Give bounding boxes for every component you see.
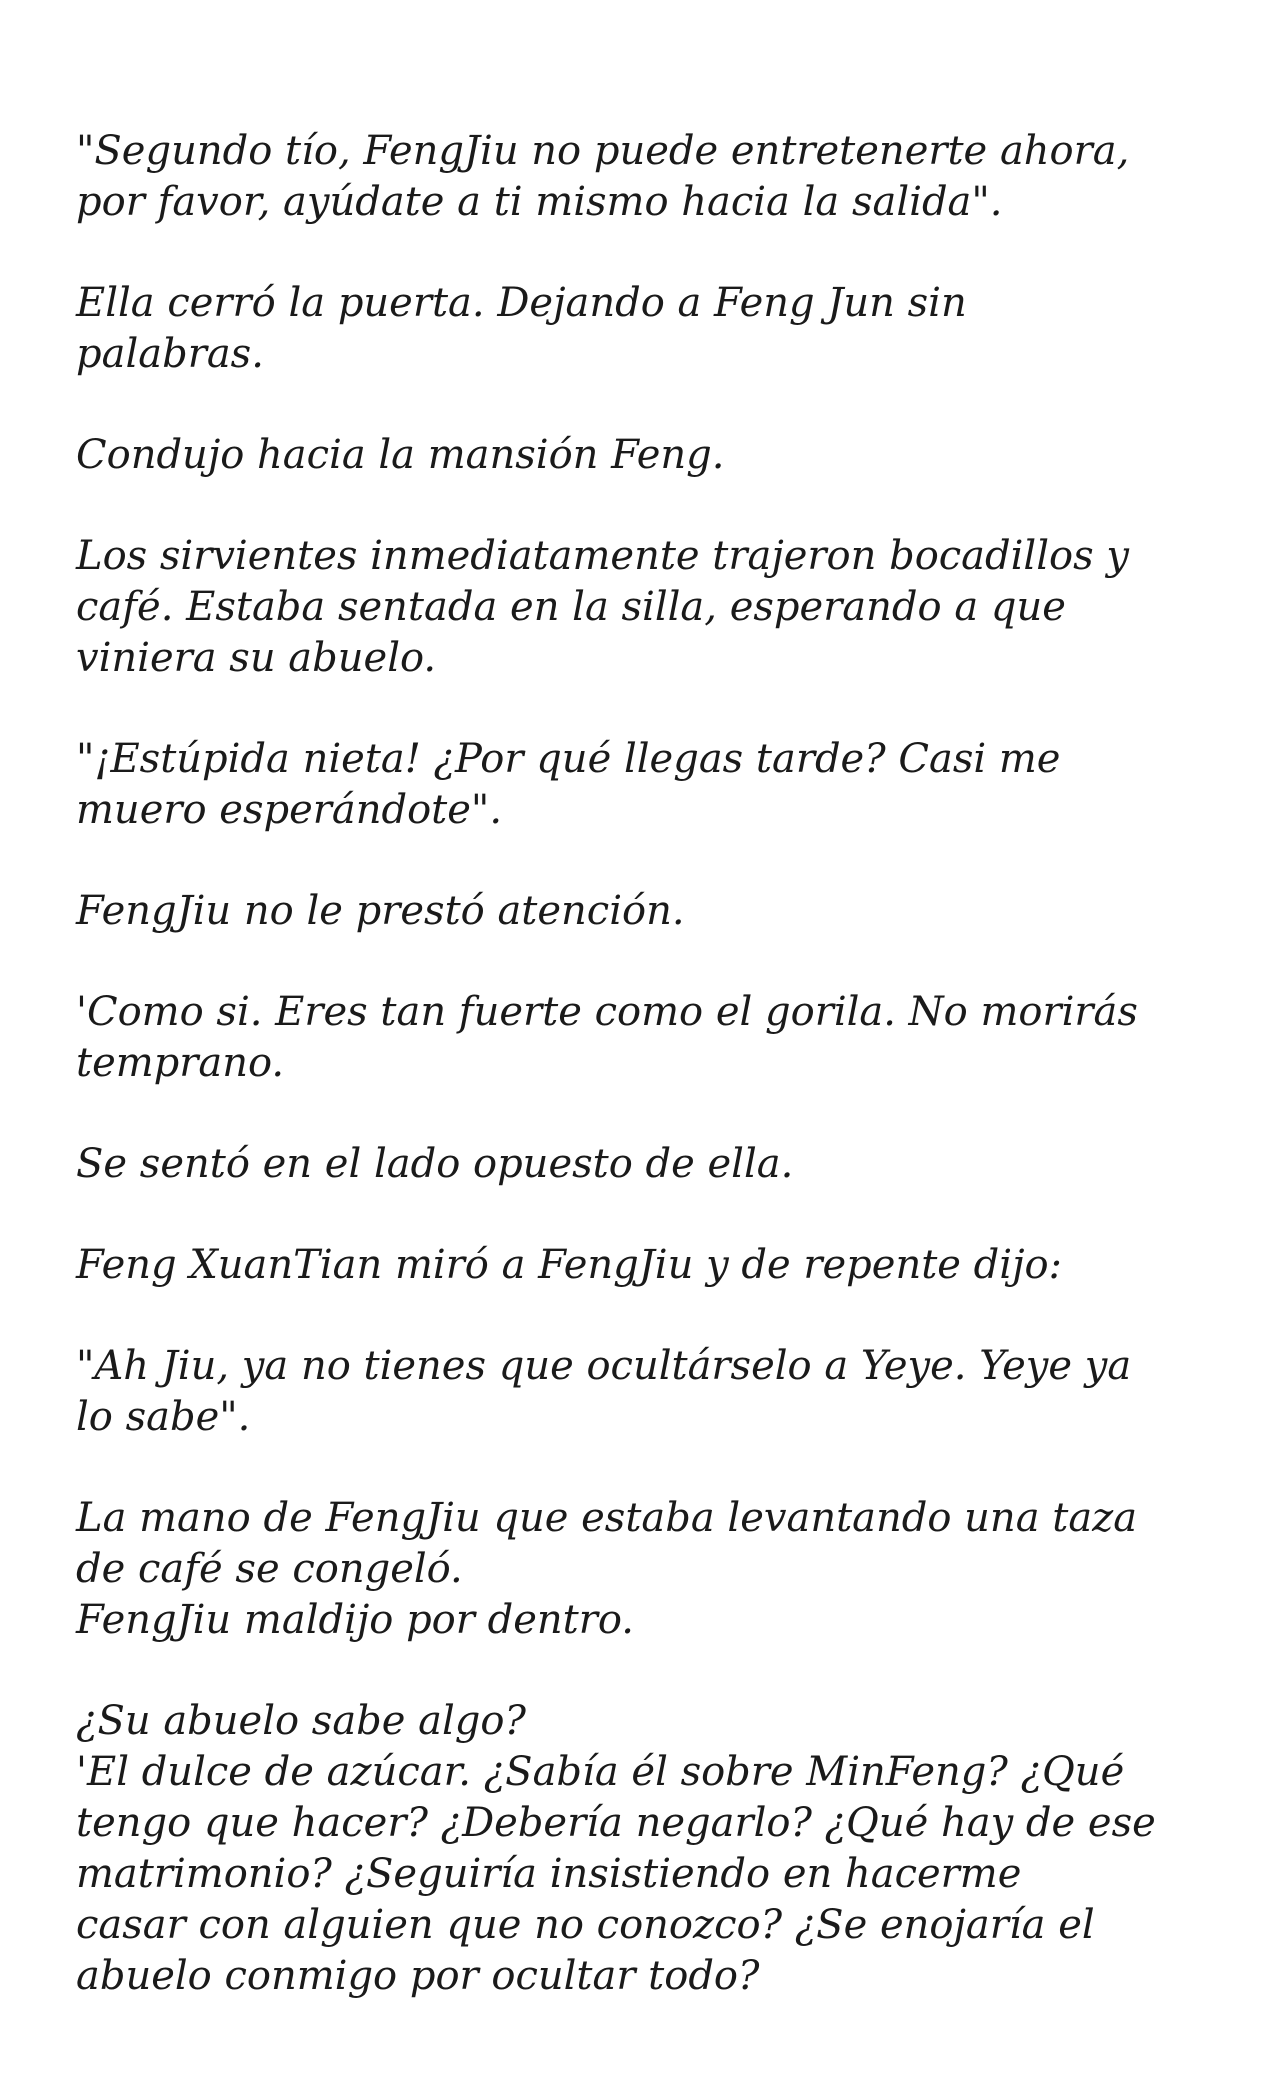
paragraph-2 xyxy=(76,278,1215,380)
text-line: ¿Su abuelo sabe algo? xyxy=(76,1698,526,1744)
text-line: "Segundo tío, FengJiu no puede entretenerte ahora, xyxy=(76,128,1130,174)
text-line: Feng XuanTian miró a FengJiu y de repente dijo: xyxy=(76,1242,1063,1288)
paragraph-6 xyxy=(76,886,1215,937)
text-line: de café se congeló. xyxy=(76,1546,463,1592)
text-line: Condujo hacia la mansión Feng. xyxy=(76,432,725,478)
text-line: muero esperándote". xyxy=(76,787,503,833)
text-line: palabras. xyxy=(76,331,264,377)
paragraph-4 xyxy=(76,531,1215,684)
text-line: 'El dulce de azúcar. ¿Sabía él sobre MinFeng? ¿Qué xyxy=(76,1749,1125,1795)
text-line: temprano. xyxy=(76,1040,285,1086)
text-line: tengo que hacer? ¿Debería negarlo? ¿Qué hay de ese xyxy=(76,1800,1156,1846)
text-line: FengJiu no le prestó atención. xyxy=(76,888,685,934)
paragraph-3 xyxy=(76,430,1215,481)
text-line: Se sentó en el lado opuesto de ella. xyxy=(76,1141,794,1187)
paragraph-5 xyxy=(76,734,1215,836)
text-line: 'Como si. Eres tan fuerte como el gorila. No morirás xyxy=(76,989,1138,1035)
text-line: matrimonio? ¿Seguiría insistiendo en hacerme xyxy=(76,1851,1022,1897)
paragraph-8 xyxy=(76,1139,1215,1190)
text-line: "¡Estúpida nieta! ¿Por qué llegas tarde? Casi me xyxy=(76,736,1061,782)
paragraph-7 xyxy=(76,987,1215,1089)
paragraph-10 xyxy=(76,1341,1215,1443)
paragraph-9 xyxy=(76,1240,1215,1291)
text-line: "Ah Jiu, ya no tienes que ocultárselo a Yeye. Yeye ya xyxy=(76,1343,1132,1389)
text-line: casar con alguien que no conozco? ¿Se enojaría el xyxy=(76,1902,1095,1948)
text-line: FengJiu maldijo por dentro. xyxy=(76,1597,634,1643)
paragraph-11 xyxy=(76,1493,1215,1646)
paragraph-1 xyxy=(76,126,1215,228)
text-line: La mano de FengJiu que estaba levantando una taza xyxy=(76,1495,1138,1541)
text-line: Ella cerró la puerta. Dejando a Feng Jun sin xyxy=(76,280,967,326)
text-line: lo sabe". xyxy=(76,1394,251,1440)
text-line: por favor, ayúdate a ti mismo hacia la salida". xyxy=(76,179,1003,225)
text-line: café. Estaba sentada en la silla, esperando a que xyxy=(76,584,1066,630)
paragraph-12 xyxy=(76,1696,1215,2002)
text-line: Los sirvientes inmediatamente trajeron bocadillos y xyxy=(76,533,1129,579)
text-line: abuelo conmigo por ocultar todo? xyxy=(76,1953,760,1999)
text-line: viniera su abuelo. xyxy=(76,635,437,681)
